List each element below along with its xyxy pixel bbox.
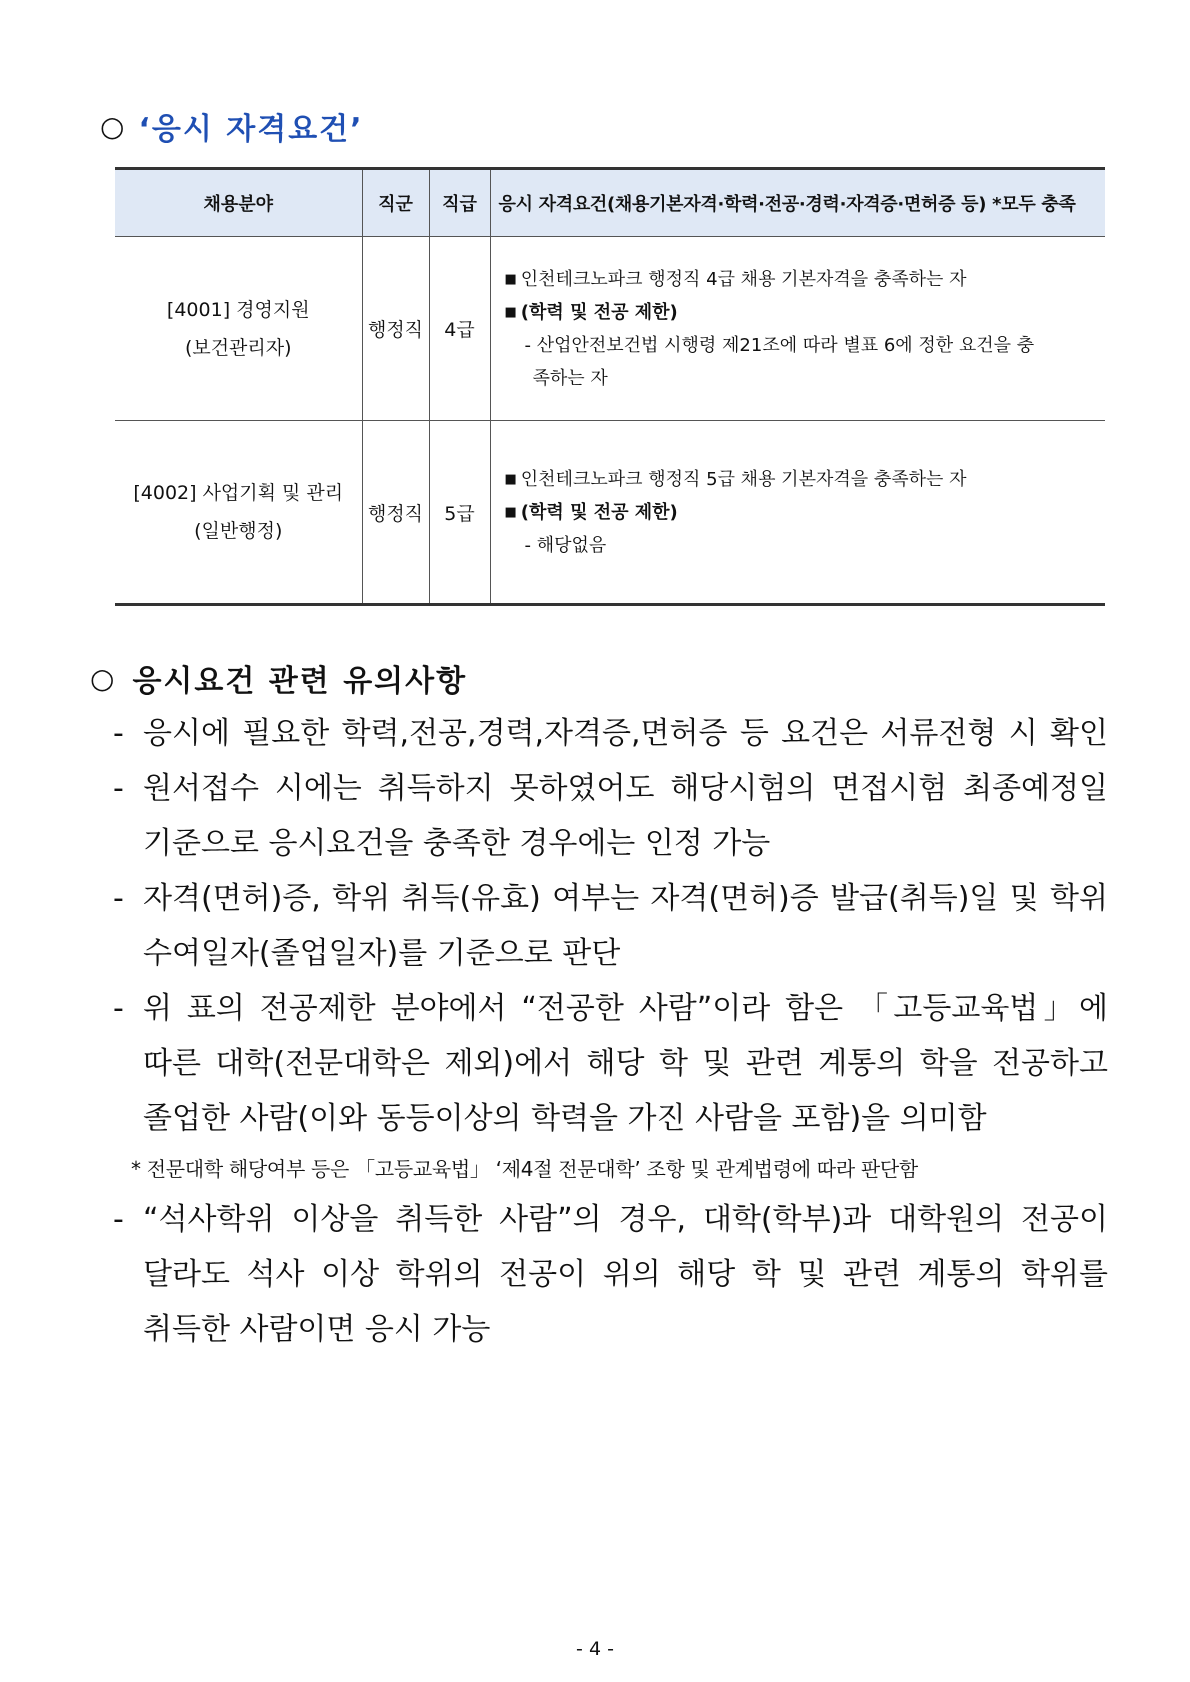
requirement-detail-cont: 족하는 자 [532,367,608,389]
page-number: - 4 - [576,1638,614,1660]
requirement-item: ■ (학력 및 전공 제한) [504,501,678,523]
circle-bullet: ○ [100,109,125,143]
table-row [115,237,1105,421]
note-item: - 위 표의 전공제한 분야에서 “전공한 사람”이라 함은 「고등교육법」에 [113,991,1108,1026]
square-bullet-icon: ■ [504,271,517,287]
section-heading-notes [90,656,467,700]
note-item: - 자격(면허)증, 학위 취득(유효) 여부는 자격(면허)증 발급(취득)일 및 학위 [113,881,1108,916]
table-header-row [115,169,1105,237]
note-item: - “석사학위 이상을 취득한 사람”의 경우, 대학(학부)과 대학원의 전공이 [113,1202,1108,1237]
requirement-item: ■ 인천테크노파크 행정직 4급 채용 기본자격을 충족하는 자 [504,268,967,290]
note-item: - 원서접수 시에는 취득하지 못하였어도 해당시험의 면접시험 최종예정일 [113,771,1108,806]
field-cell [115,421,362,605]
square-bullet-icon: ■ [504,304,517,320]
header-grade: 직급 [429,169,490,237]
section-title: 응시요건 관련 유의사항 [132,664,468,699]
field-code-name: [4001] 경영지원 [166,298,310,321]
requirement-item: ■ 인천테크노파크 행정직 5급 채용 기본자격을 충족하는 자 [504,468,967,490]
note-item-continued: 달라도 석사 이상 학위의 전공이 위의 해당 학 및 관련 계통의 학위를 [143,1257,1108,1292]
header-group: 직군 [362,169,429,237]
section-title: ‘응시 자격요건’ [138,112,364,147]
requirements-cell [490,421,1105,605]
notes-list [113,706,1108,1357]
square-bullet-icon: ■ [504,471,517,487]
note-item: - 응시에 필요한 학력,전공,경력,자격증,면허증 등 요건은 서류전형 시 확인 [113,716,1108,751]
note-item-continued: 수여일자(졸업일자)를 기준으로 판단 [143,936,621,971]
qualifications-table [115,167,1105,606]
requirement-item: ■ (학력 및 전공 제한) [504,301,678,323]
field-subtitle: (일반행정) [194,520,283,542]
square-bullet-icon: ■ [504,504,517,520]
field-code-name: [4002] 사업기획 및 관리 [133,482,344,504]
note-item-continued: 취득한 사람이면 응시 가능 [143,1312,491,1347]
section-heading-qualifications [100,104,364,148]
header-requirements: 응시 자격요건(채용기본자격·학력·전공·경력·자격증·면허증 등) *모두 충족 [490,169,1105,237]
note-item-continued: 졸업한 사람(이와 동등이상의 학력을 가진 사람을 포함)을 의미함 [143,1101,987,1136]
header-field: 채용분야 [115,169,362,237]
circle-bullet: ○ [90,661,115,695]
footnote: * 전문대학 해당여부 등은 「고등교육법」 ‘제4절 전문대학’ 조항 및 관계법령에 따라 판단함 [131,1157,918,1181]
note-item-continued: 따른 대학(전문대학은 제외)에서 해당 학 및 관련 계통의 학을 전공하고 [143,1046,1108,1081]
field-subtitle: (보건관리자) [184,336,292,359]
grade-cell: 5급 [429,421,490,605]
requirement-detail: - 산업안전보건법 시행령 제21조에 따라 별표 6에 정한 요건을 충 [524,334,1035,356]
requirement-detail: - 해당없음 [524,534,607,556]
field-cell [115,237,362,421]
note-item-continued: 기준으로 응시요건을 충족한 경우에는 인정 가능 [143,826,771,861]
group-cell: 행정직 [362,237,429,421]
requirements-cell [490,237,1105,421]
grade-cell: 4급 [429,237,490,421]
group-cell: 행정직 [362,421,429,605]
table-row [115,421,1105,605]
